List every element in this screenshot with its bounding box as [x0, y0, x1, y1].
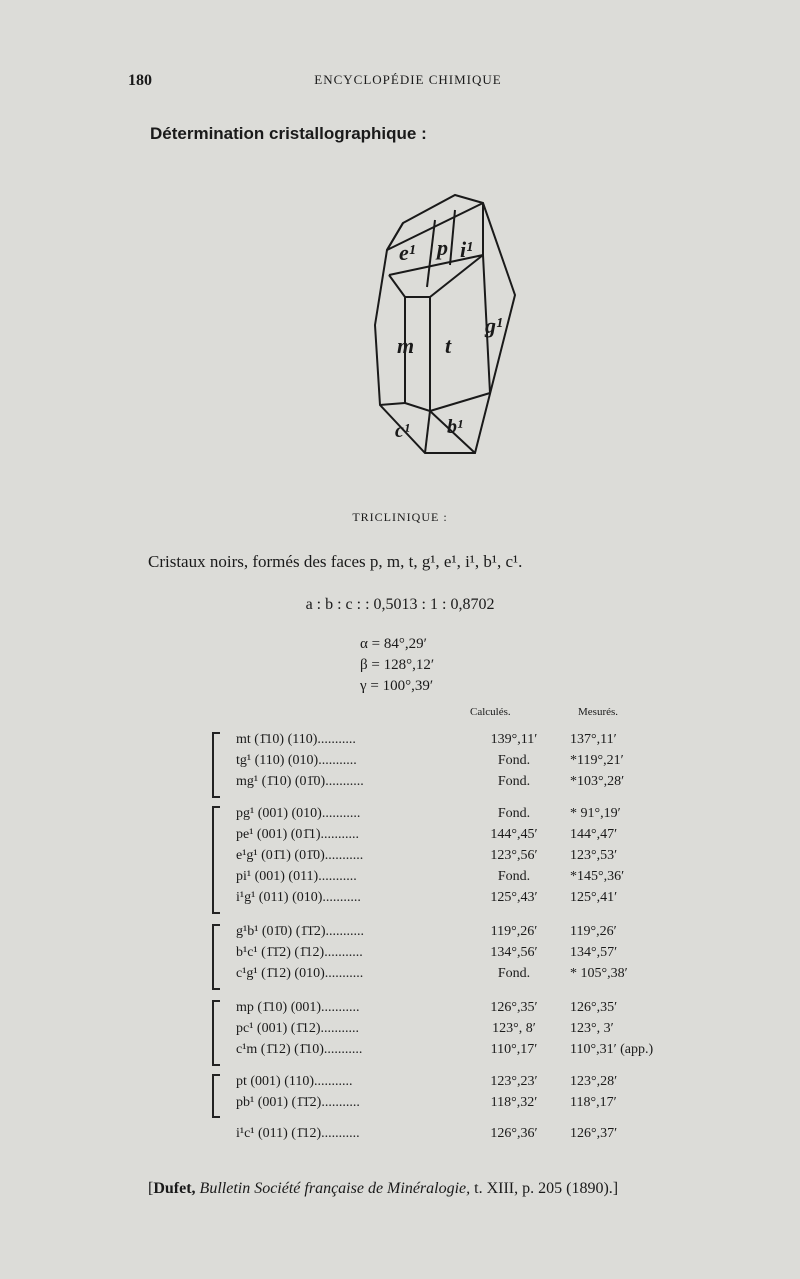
face-label: p	[437, 235, 448, 260]
table-row: c¹m (1̄12) (1̄10)........... 110°,17′ 110°,31′ (app.)	[236, 1042, 654, 1057]
table-row: mp (1̄10) (001)........... 126°,35′ 126°,35′	[236, 1000, 618, 1015]
table-row: pe¹ (001) (01̄1)........... 144°,45′ 144°,47′	[236, 827, 618, 842]
angle-alpha: α = 84°,29′	[360, 636, 427, 652]
table-row: pt (001) (110)........... 123°,23′ 123°,28′	[236, 1074, 618, 1089]
table-row: mg¹ (1̄10) (01̄0)........... Fond. *103°,28′	[236, 774, 625, 789]
table-row: g¹b¹ (01̄0) (1̄1̄2)........... 119°,26′ 119°,26′	[236, 924, 617, 939]
column-header-measured: Mesurés.	[578, 706, 619, 718]
table-row: pi¹ (001) (011)........... Fond. *145°,36′	[236, 869, 625, 884]
citation-details: t. XIII, p. 205 (1890).]	[470, 1180, 619, 1197]
table-row: pc¹ (001) (1̄12)........... 123°, 8′ 123°, 3′	[236, 1021, 614, 1036]
table-row: mt (1̄10) (110)........... 139°,11′ 137°,11′	[236, 732, 617, 747]
face-label: b¹	[447, 416, 463, 438]
citation: [Dufet, Bulletin Société française de Minéralogie, t. XIII, p. 205 (1890).]	[148, 1180, 619, 1197]
table-row: c¹g¹ (1̄12) (010)........... Fond. * 105°,38′	[236, 966, 628, 981]
running-title: ENCYCLOPÉDIE CHIMIQUE	[314, 72, 502, 87]
angle-beta: β = 128°,12′	[360, 657, 435, 673]
section-title: Détermination cristallographique :	[150, 124, 427, 143]
table-row: b¹c¹ (1̄1̄2) (1̄12)........... 134°,56′ 134°,57′	[236, 945, 618, 960]
angle-gamma: γ = 100°,39′	[360, 678, 434, 694]
table-row: tg¹ (110) (010)........... Fond. *119°,21′	[236, 753, 624, 768]
page-header	[128, 72, 688, 96]
crystal-figure	[355, 185, 530, 465]
face-label: t	[445, 333, 452, 358]
face-label: c¹	[395, 420, 410, 442]
column-header-calculated: Calculés.	[470, 706, 511, 718]
citation-journal: Bulletin Société française de Minéralogie,	[199, 1180, 471, 1197]
face-label: e¹	[399, 240, 416, 265]
axial-ratio: a : b : c : : 0,5013 : 1 : 0,8702	[305, 596, 495, 613]
table-row: e¹g¹ (01̄1) (01̄0)........... 123°,56′ 123°,53′	[236, 848, 618, 863]
axial-angles	[360, 634, 434, 697]
page-number: 180	[128, 72, 152, 89]
crystal-system: TRICLINIQUE :	[352, 510, 448, 524]
table-row: i¹c¹ (011) (1̄12)........... 126°,36′ 126°,37′	[236, 1126, 618, 1141]
crystal-description: Cristaux noirs, formés des faces p, m, t, g¹, e¹, i¹, b¹, c¹.	[148, 552, 523, 571]
table-row: pb¹ (001) (1̄1̄2)........... 118°,32′ 118°,17′	[236, 1095, 617, 1110]
face-label: g¹	[485, 313, 503, 338]
table-row: pg¹ (001) (010)........... Fond. * 91°,19′	[236, 806, 621, 821]
table-row: i¹g¹ (011) (010)........... 125°,43′ 125°,41′	[236, 890, 618, 905]
citation-author: Dufet,	[153, 1180, 196, 1197]
face-label: i¹	[460, 237, 473, 262]
face-label: m	[397, 333, 415, 358]
